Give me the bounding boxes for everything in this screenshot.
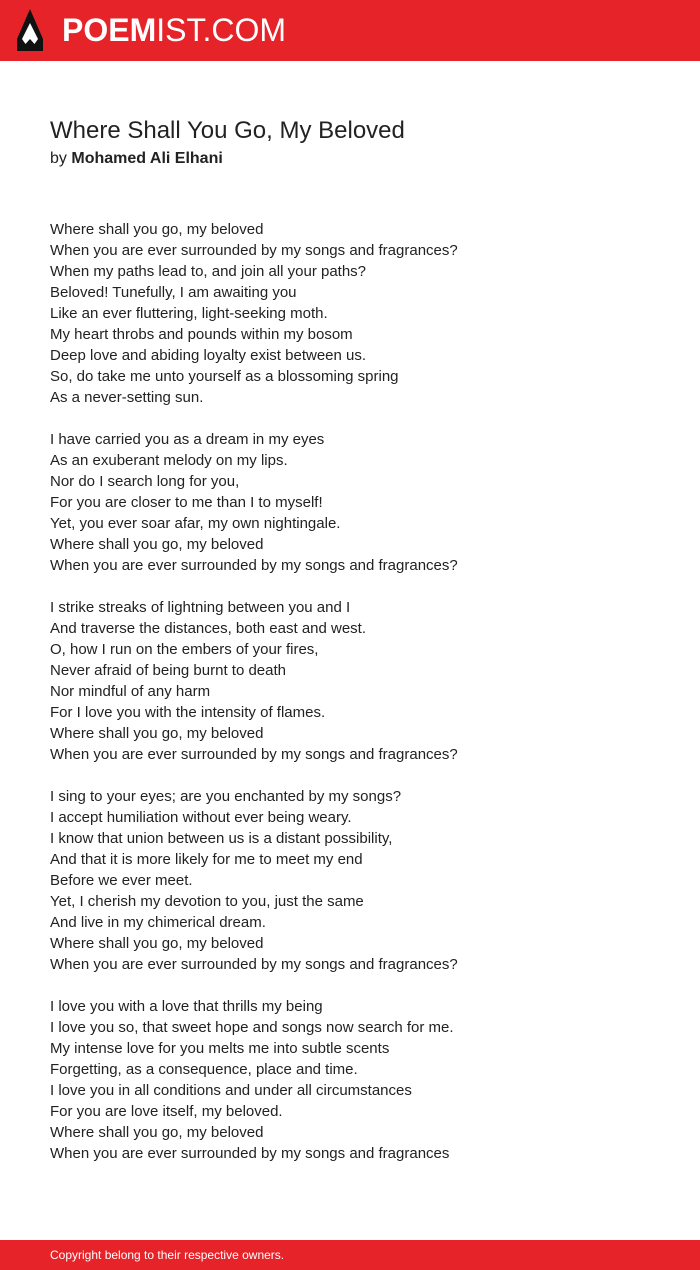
pencil-tip-icon[interactable] [17, 9, 43, 51]
byline [50, 148, 223, 170]
poem-line: When you are ever surrounded by my songs and fragrances? [50, 242, 458, 259]
by-label: by [50, 150, 67, 167]
poem-line: For you are closer to me than I to myself! [50, 494, 323, 511]
poem-line: I accept humiliation without ever being weary. [50, 809, 352, 826]
poem-line: Beloved! Tunefully, I am awaiting you [50, 284, 297, 301]
poem-line: I sing to your eyes; are you enchanted by my songs? [50, 788, 402, 805]
copyright-notice: Copyright belong to their respective owners. [50, 1248, 285, 1262]
poem-line: When you are ever surrounded by my songs and fragrances? [50, 557, 458, 574]
poem-line: Deep love and abiding loyalty exist between us. [50, 347, 367, 364]
poem-line: So, do take me unto yourself as a blossoming spring [50, 368, 399, 385]
poem-line: Nor mindful of any harm [50, 683, 211, 700]
poem-line: I have carried you as a dream in my eyes [50, 431, 325, 448]
poem-line: Where shall you go, my beloved [50, 935, 264, 952]
poem-body [50, 219, 458, 1185]
poem-stanza [50, 996, 458, 1164]
poem-line: I strike streaks of lightning between you and I [50, 599, 351, 616]
author-name: Mohamed Ali Elhani [71, 150, 223, 167]
poem-line: My heart throbs and pounds within my bosom [50, 326, 353, 343]
brand-light: IST.COM [156, 12, 287, 48]
poem-line: And live in my chimerical dream. [50, 914, 266, 931]
poem-line: As a never-setting sun. [50, 389, 204, 406]
poem-line: Never afraid of being burnt to death [50, 662, 286, 679]
poem-title: Where Shall You Go, My Beloved [50, 117, 405, 144]
poem-line: When you are ever surrounded by my songs and fragrances [50, 1145, 450, 1162]
poem-line: Before we ever meet. [50, 872, 193, 889]
poem-line: My intense love for you melts me into subtle scents [50, 1040, 390, 1057]
poem-line: Yet, I cherish my devotion to you, just the same [50, 893, 364, 910]
poem-line: Where shall you go, my beloved [50, 536, 264, 553]
poem-line: Like an ever fluttering, light-seeking moth. [50, 305, 328, 322]
poem-line: O, how I run on the embers of your fires, [50, 641, 319, 658]
poem-line: I love you with a love that thrills my being [50, 998, 323, 1015]
poem-line: Forgetting, as a consequence, place and time. [50, 1061, 358, 1078]
poem-stanza [50, 219, 458, 408]
poem-line: I love you in all conditions and under all circumstances [50, 1082, 412, 1099]
poem-line: Where shall you go, my beloved [50, 1124, 264, 1141]
poem-line: I love you so, that sweet hope and songs now search for me. [50, 1019, 454, 1036]
poem-line: And traverse the distances, both east and west. [50, 620, 367, 637]
brand-bold: POEM [62, 12, 157, 48]
site-header [0, 0, 700, 61]
poem-line: Yet, you ever soar afar, my own nightingale. [50, 515, 341, 532]
poem-stanza [50, 597, 458, 765]
poem-stanza [50, 786, 458, 975]
poem-line: Nor do I search long for you, [50, 473, 240, 490]
poem-line: I know that union between us is a distant possibility, [50, 830, 393, 847]
poem-line: As an exuberant melody on my lips. [50, 452, 288, 469]
poem-line: And that it is more likely for me to meet my end [50, 851, 363, 868]
poem-line: Where shall you go, my beloved [50, 725, 264, 742]
poem-line: When you are ever surrounded by my songs and fragrances? [50, 746, 458, 763]
poem-stanza [50, 429, 458, 576]
site-footer [0, 1240, 700, 1270]
poem-line: When my paths lead to, and join all your paths? [50, 263, 367, 280]
site-logo[interactable] [62, 11, 286, 49]
poem-line: For I love you with the intensity of flames. [50, 704, 326, 721]
poem-line: For you are love itself, my beloved. [50, 1103, 283, 1120]
poem-line: Where shall you go, my beloved [50, 221, 264, 238]
poem-line: When you are ever surrounded by my songs and fragrances? [50, 956, 458, 973]
